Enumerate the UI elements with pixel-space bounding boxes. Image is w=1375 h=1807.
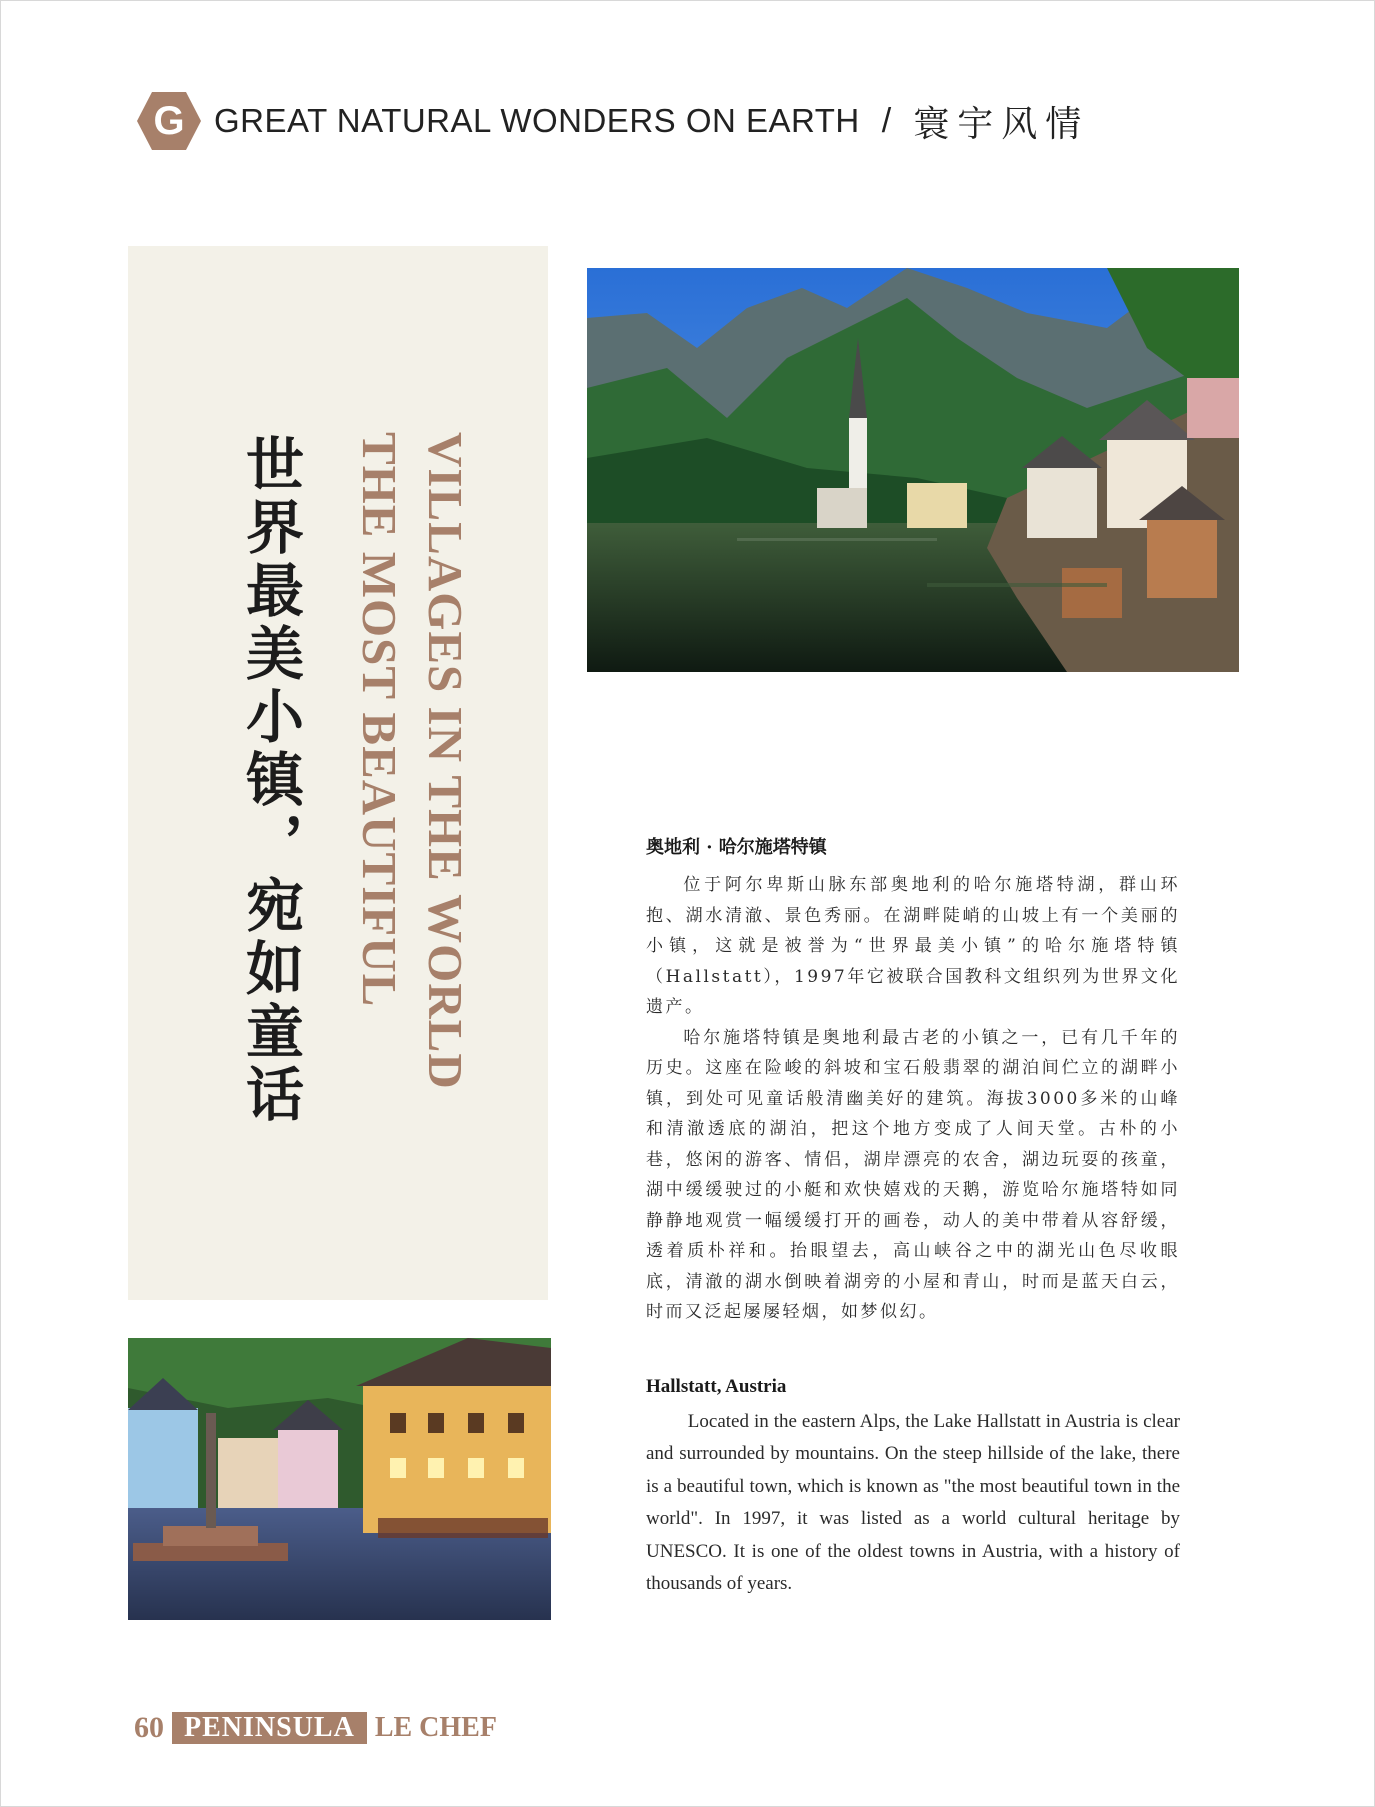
article-paragraph-cn: 位于阿尔卑斯山脉东部奥地利的哈尔施塔特湖，群山环抱、湖水清澈、景色秀丽。在湖畔陡峭的山坡上有一个美丽的小镇，这就是被誉为“世界最美小镇”的哈尔施塔特镇（Hallstatt），1997年它被联合国教科文组织列为世界文化遗产。 [646, 875, 1180, 1017]
article-heading-en: Hallstatt, Austria [646, 1375, 787, 1397]
article-paragraph-en: Located in the eastern Alps, the Lake Hallstatt in Austria is clear and surrounded by mountains. On the steep hillside of the lake, there is a beautiful town, which is known as "the most beautiful town in the world". In 1997, it was listed as a world cultural heritage by UNESCO. It is one of the oldest towns in Austria, with a history of thousands of years. [646, 1410, 1180, 1594]
magazine-brand-box: PENINSULA [172, 1712, 367, 1744]
title-panel [128, 246, 548, 1300]
hallstatt-town-square-photo [128, 1338, 551, 1620]
magazine-brand-tail: LE CHEF [374, 1712, 497, 1743]
page-footer [134, 1710, 497, 1746]
article-paragraph-cn: 哈尔施塔特镇是奥地利最古老的小镇之一，已有几千年的历史。这座在险峻的斜坡和宝石般翡翠的湖泊间伫立的湖畔小镇，到处可见童话般清幽美好的建筑。海拔3000多米的山峰和清澈透底的湖泊，把这个地方变成了人间天堂。古朴的小巷，悠闲的游客、情侣，湖岸漂亮的农舍，湖边玩耍的孩童，湖中缓缓驶过的小艇和欢快嬉戏的天鹅，游览哈尔施塔特如同静静地观赏一幅缓缓打开的画卷，动人的美中带着从容舒缓，透着质朴祥和。抬眼望去，高山峡谷之中的湖光山色尽收眼底，清澈的湖水倒映着湖旁的小屋和青山，时而是蓝天白云，时而又泛起屡屡轻烟，如梦似幻。 [646, 1027, 1180, 1322]
logo-hexagon-icon [136, 90, 202, 152]
article-heading-cn: 奥地利 · 哈尔施塔特镇 [646, 837, 827, 858]
vertical-title-en: VILLAGES IN THE WORLD THE MOST BEAUTIFUL [352, 432, 473, 1090]
section-title-cn: 寰宇风情 [913, 103, 1090, 145]
logo-letter: G [153, 99, 185, 143]
title-separator: / [881, 101, 892, 140]
page-number: 60 [134, 1711, 164, 1744]
hallstatt-lake-village-photo [587, 268, 1239, 672]
article [646, 832, 1180, 1601]
section-title-en: GREAT NATURAL WONDERS ON EARTH [214, 102, 860, 139]
section-header [136, 88, 1089, 154]
vertical-title-cn: 世界最美小镇，宛如童话 [236, 434, 304, 1127]
